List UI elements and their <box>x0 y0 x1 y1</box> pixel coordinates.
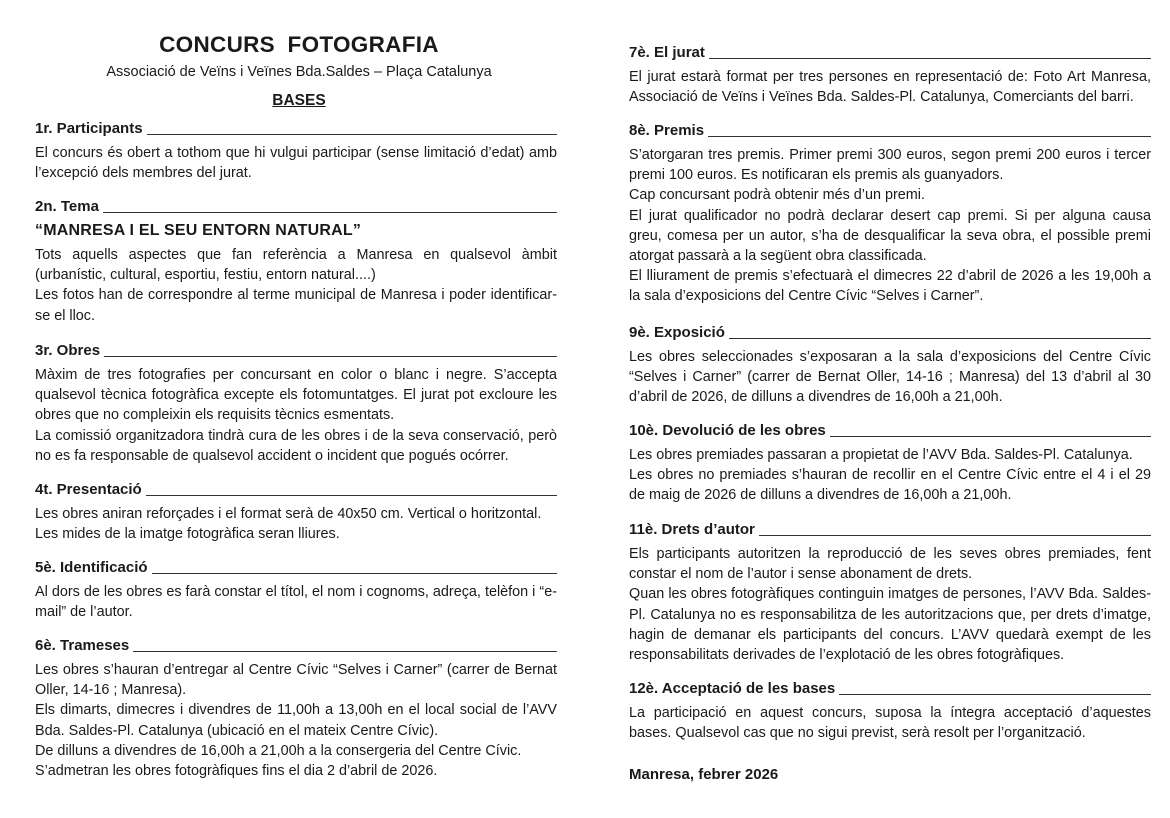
heading-rule <box>103 211 557 213</box>
section-presentacio <box>35 480 557 544</box>
section-body: Les obres seleccionades s’exposaran a la sala d’exposicions del Centre Cívic “Selves i Carner” (carrer de Bernat Oller, 14-16 ; Manresa) del 13 d’abril al 30 d’abril de 2026, de dilluns a divendres de 16,00h a 21,00h. <box>629 349 1151 406</box>
section-tema <box>35 197 557 326</box>
section-body: S’atorgaran tres premis. Primer premi 300 euros, segon premi 200 euros i tercer premi 100 euros. Es notificaran els premis als guanyadors. Cap concursant podrà obtenir més d’un premi. El jurat qualificador no podrà declarar desert cap premi. Si per alguna causa greu, comesa per un autor, s’ha de desqualificar la seva obra, el possible premi atorgat passarà a la següent obra classificada. El lliurament de premis s’efectuarà el dimecres 22 d’abril de 2026 a les 19,00h a la sala d’exposicions del Centre Cívic “Selves i Carner”. <box>629 147 1151 305</box>
section-premis <box>629 121 1151 307</box>
section-participants <box>35 119 557 183</box>
section-body: Les obres aniran reforçades i el format serà de 40x50 cm. Vertical o horitzontal. Les mides de la imatge fotogràfica seran lliures. <box>35 506 542 543</box>
section-body: Les obres premiades passaran a propietat de l’AVV Bda. Saldes-Pl. Catalunya. Les obres no premiades s’hauran de recollir en el Centre Cívic entre el 4 i el 29 de maig de 2026 de dilluns a divendres de 16,00h a 21,00h. <box>629 447 1151 504</box>
section-jurat <box>629 43 1151 107</box>
heading-rule <box>708 135 1151 137</box>
closing-place-date: Manresa, febrer 2026 <box>629 766 779 783</box>
document-subtitle: Associació de Veïns i Veïnes Bda.Saldes – Plaça Catalunya <box>106 64 492 80</box>
section-identificacio <box>35 558 557 622</box>
section-heading: 11è. Drets d’autor <box>629 520 1151 540</box>
heading-rule <box>147 133 557 135</box>
heading-rule <box>839 693 1151 695</box>
section-obres <box>35 341 557 466</box>
section-heading: 7è. El jurat <box>629 43 1151 63</box>
heading-rule <box>709 57 1151 59</box>
section-body: Els participants autoritzen la reproducció de les seves obres premiades, fent constar el nom de l’autor i sense abonament de drets. Quan les obres fotogràfiques continguin imatges de persones, l’AVV Bda. Saldes-Pl. Catalunya no es responsabilitza de les autoritzacions que, per drets d’imatge, hagin de demanar els participants del concurs. L’AVV quedarà exempt de les responsabilitats derivades de l’explotació de les obres fotogràfiques. <box>629 546 1151 664</box>
heading-rule <box>152 572 557 574</box>
section-heading: 3r. Obres <box>35 341 557 361</box>
section-body: Les obres s’hauran d’entregar al Centre Cívic “Selves i Carner” (carrer de Bernat Oller, 14-16 ; Manresa). Els dimarts, dimecres i divendres de 11,00h a 13,00h en el local social de l’AVV Bda. Saldes-Pl. Catalunya (ubicació en el mateix Centre Cívic). De dilluns a divendres de 16,00h a 21,00h a la consergeria del Centre Cívic. S’admetran les obres fotogràfiques fins el dia 2 d’abril de 2026. <box>35 662 557 780</box>
section-heading: 8è. Premis <box>629 121 1151 141</box>
section-exposicio <box>629 323 1151 408</box>
heading-rule <box>759 534 1151 536</box>
section-body: Tots aquells aspectes que fan referència a Manresa en qualsevol àmbit (urbanístic, cultural, esportiu, festiu, entorn natural....) Les fotos han de correspondre al terme municipal de Manresa i poder identificar-se el lloc. <box>35 247 557 324</box>
section-body: El jurat estarà format per tres persones en representació de: Foto Art Manresa, Associació de Veïns i Veïnes Bda. Saldes-Pl. Catalunya, Comerciants del barri. <box>629 69 1151 106</box>
contest-theme: “MANRESA I EL SEU ENTORN NATURAL” <box>35 222 362 239</box>
heading-rule <box>104 355 557 357</box>
section-body: El concurs és obert a tothom que hi vulgui participar (sense limitació d’edat) amb l’excepció dels membres del jurat. <box>35 145 557 182</box>
section-body: Màxim de tres fotografies per concursant en color o blanc i negre. S’accepta qualsevol tècnica fotogràfica excepte els fotomuntatges. El jurat pot excloure les obres que no compleixin els requisits tècnics esmentats. La comissió organitzadora tindrà cura de les obres i de la seva conservació, però no es fa responsable de qualsevol accident o incident que pogués ocórrer. <box>35 367 557 464</box>
section-heading: 10è. Devolució de les obres <box>629 421 1151 441</box>
section-heading: 1r. Participants <box>35 119 557 139</box>
section-heading: 2n. Tema <box>35 197 557 217</box>
section-heading: 4t. Presentació <box>35 480 557 500</box>
heading-rule <box>133 650 557 652</box>
section-heading: 6è. Trameses <box>35 636 557 656</box>
heading-rule <box>729 337 1151 339</box>
section-drets-autor <box>629 520 1151 665</box>
document-title: CONCURS FOTOGRAFIA <box>159 32 439 57</box>
section-body: Al dors de les obres es farà constar el títol, el nom i cognoms, adreça, telèfon i “e-mail” de l’autor. <box>35 584 557 621</box>
bases-heading: BASES <box>272 92 326 109</box>
heading-rule <box>146 494 557 496</box>
section-body: La participació en aquest concurs, suposa la íntegra acceptació d’aquestes bases. Qualsevol cas que no sigui previst, serà resolt per l’organització. <box>629 705 1151 742</box>
section-trameses <box>35 636 557 781</box>
section-heading: 5è. Identificació <box>35 558 557 578</box>
section-heading: 12è. Acceptació de les bases <box>629 679 1151 699</box>
section-acceptacio <box>629 679 1151 743</box>
heading-rule <box>830 435 1151 437</box>
section-devolucio <box>629 421 1151 506</box>
section-heading: 9è. Exposició <box>629 323 1151 343</box>
